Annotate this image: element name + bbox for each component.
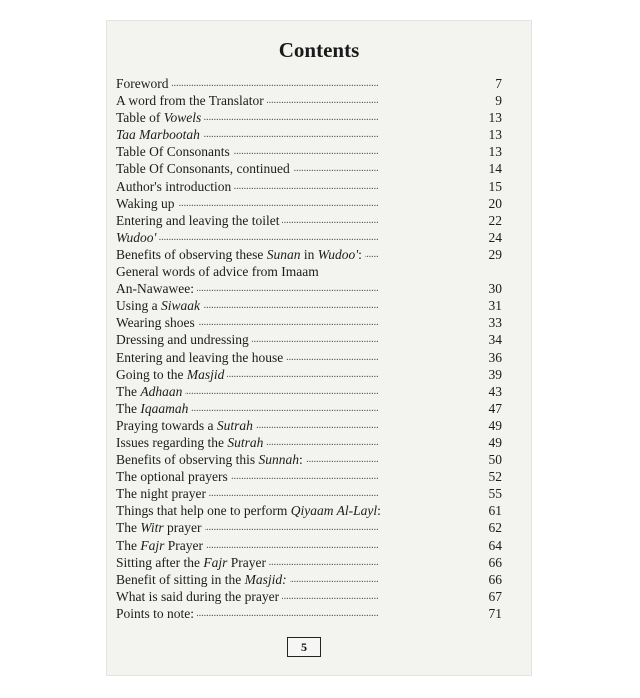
toc-entry-text: Qiyaam Al-Layl: [290, 503, 378, 519]
toc-entry-text: in: [300, 246, 318, 262]
toc-page-number: 39: [481, 366, 502, 383]
toc-entry-text: General words of advice from Imaam: [116, 264, 319, 280]
toc-entry-title: [116, 332, 252, 347]
toc-entry-title: [116, 298, 203, 313]
toc-entry-text: Table Of Consonants: [116, 144, 230, 160]
toc-entry-title: [116, 555, 269, 570]
toc-entry-title: [116, 110, 204, 125]
toc-entry-title: [116, 503, 384, 518]
toc-entry-title: [116, 213, 282, 228]
toc-entry-text: Sunan: [266, 246, 301, 262]
toc-entry: [116, 434, 502, 451]
toc-entry-title: [116, 469, 231, 484]
toc-page-number: 62: [481, 519, 502, 536]
toc-entry-text: The optional prayers: [116, 469, 228, 485]
toc-page-number: 13: [481, 109, 502, 126]
toc-entry: [116, 519, 502, 536]
toc-entry: [116, 537, 502, 554]
toc-entry-text: Witr: [140, 520, 164, 536]
toc-entry: [116, 212, 502, 229]
toc-entry-text: Waking up: [116, 195, 175, 211]
toc-entry-text: :: [377, 503, 381, 519]
toc-entry-text: Points to note:: [116, 605, 195, 621]
toc-entry-text: :: [298, 452, 303, 468]
toc-entry-title: [116, 401, 191, 416]
toc-entry: [116, 417, 502, 434]
toc-entry-title: [116, 230, 159, 245]
toc-entry: [116, 314, 502, 331]
toc-entry-text: Dressing and undressing: [116, 332, 249, 348]
toc-page-number: 29: [481, 246, 502, 263]
toc-page-number: 49: [481, 417, 502, 434]
toc-entry: [116, 143, 502, 160]
toc-entry: [116, 126, 502, 143]
toc-entry-title: [116, 435, 266, 450]
toc-entry-title: [116, 161, 293, 176]
toc-entry-text: An-Nawawee:: [116, 281, 194, 297]
dot-leader: [116, 229, 492, 246]
toc-entry-title: [116, 367, 227, 382]
toc-entry: [116, 92, 502, 109]
toc-page-number: 50: [481, 451, 502, 468]
toc-entry-title: [116, 264, 322, 279]
toc-entry-text: Iqaamah: [140, 400, 189, 416]
toc-page-number: 14: [481, 160, 502, 177]
toc-entry: [116, 229, 502, 246]
toc-entry-text: Siwaak: [161, 298, 200, 314]
toc-entry-text: Table Of Consonants, continued: [116, 161, 290, 177]
page-number: 5: [301, 640, 307, 654]
toc-entry-text: Entering and leaving the toilet: [116, 212, 280, 228]
toc-entry-text: :: [358, 246, 362, 262]
toc-entry-text: Masjid: [186, 366, 225, 382]
toc-entry-text: Things that help one to perform: [116, 503, 291, 519]
toc-page-number: 71: [481, 605, 502, 622]
toc-entry-text: Sutrah: [227, 434, 264, 450]
toc-entry-title: [116, 247, 365, 262]
toc-page-number: 30: [481, 280, 502, 297]
toc-entry-text: Benefits of observing these: [116, 246, 267, 262]
toc-page-number: 36: [481, 349, 502, 366]
toc-entry: [116, 383, 502, 400]
toc-entry-text: Sunnah: [258, 452, 299, 468]
toc-entry-text: Wudoo': [317, 246, 359, 262]
toc-entry: [116, 160, 502, 177]
toc-entry-title: [116, 281, 197, 296]
toc-entry-title: [116, 486, 209, 501]
toc-page-number: 31: [481, 297, 502, 314]
toc-entry-text: Entering and leaving the house: [116, 349, 284, 365]
toc-page-number: 7: [481, 75, 502, 92]
toc-entry-text: Adhaan: [140, 383, 183, 399]
toc-entry-text: Masjid:: [244, 571, 287, 587]
toc-page-number: 13: [481, 143, 502, 160]
toc-page-number: 61: [481, 502, 502, 519]
toc-page-number: 43: [481, 383, 502, 400]
toc-entry-title: [116, 127, 203, 142]
toc-entry-text: Issues regarding the: [116, 434, 228, 450]
toc-entry: [116, 280, 502, 297]
toc-page-number: 64: [481, 537, 502, 554]
toc-entry-text: Wudoo': [116, 229, 157, 245]
toc-entry-title: [116, 315, 198, 330]
toc-entry-title: [116, 520, 205, 535]
toc-page-number: 66: [481, 554, 502, 571]
toc-entry: [116, 297, 502, 314]
toc-entry-text: Vowels: [163, 110, 202, 126]
toc-entry-text: Sutrah: [216, 417, 253, 433]
toc-page-number: 52: [481, 468, 502, 485]
toc-entry-text: Using a: [116, 298, 161, 314]
book-page: [106, 20, 532, 676]
toc-entry: [116, 571, 502, 588]
toc-entry-text: Taa Marbootah: [116, 127, 200, 143]
toc-entry: [116, 331, 502, 348]
toc-page-number: 24: [481, 229, 502, 246]
toc-entry: [116, 554, 502, 571]
toc-page-number: 20: [481, 195, 502, 212]
table-of-contents: [116, 75, 502, 622]
toc-entry-text: Prayer: [227, 554, 266, 570]
toc-page-number: 49: [481, 434, 502, 451]
toc-entry-title: [116, 196, 178, 211]
toc-entry-title: [116, 572, 290, 587]
toc-entry: [116, 75, 502, 92]
toc-entry-text: The night prayer: [116, 486, 206, 502]
toc-page-number: 15: [481, 178, 502, 195]
toc-page-number: 66: [481, 571, 502, 588]
toc-entry: [116, 605, 502, 622]
toc-entry-text: Prayer: [164, 537, 203, 553]
toc-page-number: 47: [481, 400, 502, 417]
toc-entry: [116, 502, 502, 519]
toc-entry: [116, 485, 502, 502]
toc-entry-title: [116, 144, 233, 159]
toc-entry: [116, 246, 502, 263]
toc-entry-title: [116, 418, 256, 433]
toc-entry-text: The: [116, 400, 141, 416]
toc-entry-title: [116, 606, 197, 621]
toc-page-number: 67: [481, 588, 502, 605]
toc-entry-title: [116, 76, 172, 91]
toc-entry-text: Fajr: [140, 537, 165, 553]
page-title: Contents: [278, 38, 360, 62]
toc-entry-text: prayer: [163, 520, 202, 536]
toc-entry-text: Praying towards a: [116, 417, 217, 433]
toc-entry-title: [116, 589, 282, 604]
toc-entry-text: Table of: [116, 110, 164, 126]
toc-entry: [116, 366, 502, 383]
toc-entry: [116, 451, 502, 468]
toc-entry: [116, 109, 502, 126]
toc-entry-title: [116, 452, 306, 467]
toc-entry: [116, 349, 502, 366]
toc-page-number: 33: [481, 314, 502, 331]
toc-entry-title: [116, 350, 286, 365]
toc-entry-text: Benefit of sitting in the: [116, 571, 245, 587]
dot-leader: [116, 75, 492, 92]
toc-page-number: 55: [481, 485, 502, 502]
toc-entry-text: Fajr: [203, 554, 228, 570]
toc-entry-title: [116, 538, 206, 553]
toc-page-number: 13: [481, 126, 502, 143]
toc-entry-text: Foreword: [116, 76, 169, 91]
toc-entry-title: [116, 93, 267, 108]
toc-entry-text: A word from the Translator: [116, 93, 264, 109]
toc-entry-text: The: [116, 383, 141, 399]
toc-entry-title: [116, 384, 185, 399]
toc-entry-text: Sitting after the: [116, 554, 204, 570]
toc-entry-text: The: [116, 520, 141, 536]
toc-entry: [116, 195, 502, 212]
toc-entry-text: Author's introduction: [116, 178, 232, 194]
toc-page-number: 22: [481, 212, 502, 229]
toc-entry-text: The: [116, 537, 141, 553]
toc-entry-text: Benefits of observing this: [116, 452, 259, 468]
toc-page-number: 9: [481, 92, 502, 109]
toc-entry-text: What is said during the prayer: [116, 588, 280, 604]
toc-entry: [116, 400, 502, 417]
toc-entry: [116, 178, 502, 195]
toc-entry-title: [116, 179, 234, 194]
toc-entry-text: Going to the: [116, 366, 187, 382]
toc-entry: [116, 263, 492, 280]
toc-entry: [116, 468, 502, 485]
page-number-box: [287, 637, 321, 657]
toc-page-number: 34: [481, 331, 502, 348]
toc-entry: [116, 588, 502, 605]
toc-entry-text: Wearing shoes: [116, 315, 195, 331]
